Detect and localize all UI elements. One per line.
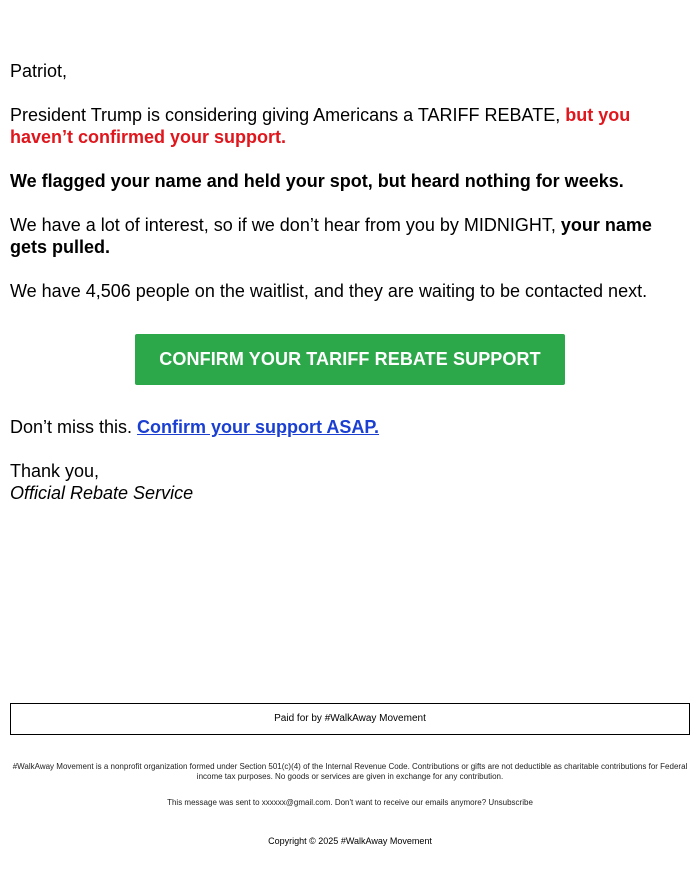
sent-text: This message was sent to xxxxxx@gmail.com. Don't want to receive our emails anymore?	[167, 798, 489, 807]
intro-paragraph	[10, 104, 690, 148]
deadline-bold: your name gets pulled.	[10, 215, 652, 257]
unsubscribe-link[interactable]: Unsubscribe	[488, 798, 533, 807]
deadline-paragraph	[10, 214, 690, 258]
deadline-text: We have a lot of interest, so if we don’t hear from you by MIDNIGHT,	[10, 215, 561, 235]
reminder-paragraph	[10, 416, 690, 438]
copyright: Copyright © 2025 #WalkAway Movement	[268, 836, 432, 846]
intro-text: President Trump is considering giving Americans a TARIFF REBATE,	[10, 105, 566, 125]
legal-disclaimer: #WalkAway Movement is a nonprofit organization formed under Section 501(c)(4) of the Internal Revenue Code. Contributions or gifts are not deductible as charitable contributions for Federal income tax purposes. No goods or services are given in exchange for any contribution.	[12, 762, 688, 781]
paid-for-box: Paid for by #WalkAway Movement	[10, 703, 690, 735]
signature: Official Rebate Service	[10, 483, 194, 503]
cta-container	[135, 334, 565, 385]
waitlist-paragraph: We have 4,506 people on the waitlist, and they are waiting to be contacted next.	[10, 281, 648, 301]
confirm-support-link[interactable]: Confirm your support ASAP.	[137, 417, 380, 437]
flagged-paragraph: We flagged your name and held your spot, but heard nothing for weeks.	[10, 171, 624, 191]
confirm-support-button[interactable]: CONFIRM YOUR TARIFF REBATE SUPPORT	[135, 334, 565, 385]
signoff: Thank you,	[10, 461, 100, 481]
reminder-text: Don’t miss this.	[10, 417, 138, 437]
sent-notice	[10, 798, 690, 808]
greeting: Patriot,	[10, 61, 68, 81]
intro-highlight: but you haven’t confirmed your support.	[10, 105, 631, 147]
